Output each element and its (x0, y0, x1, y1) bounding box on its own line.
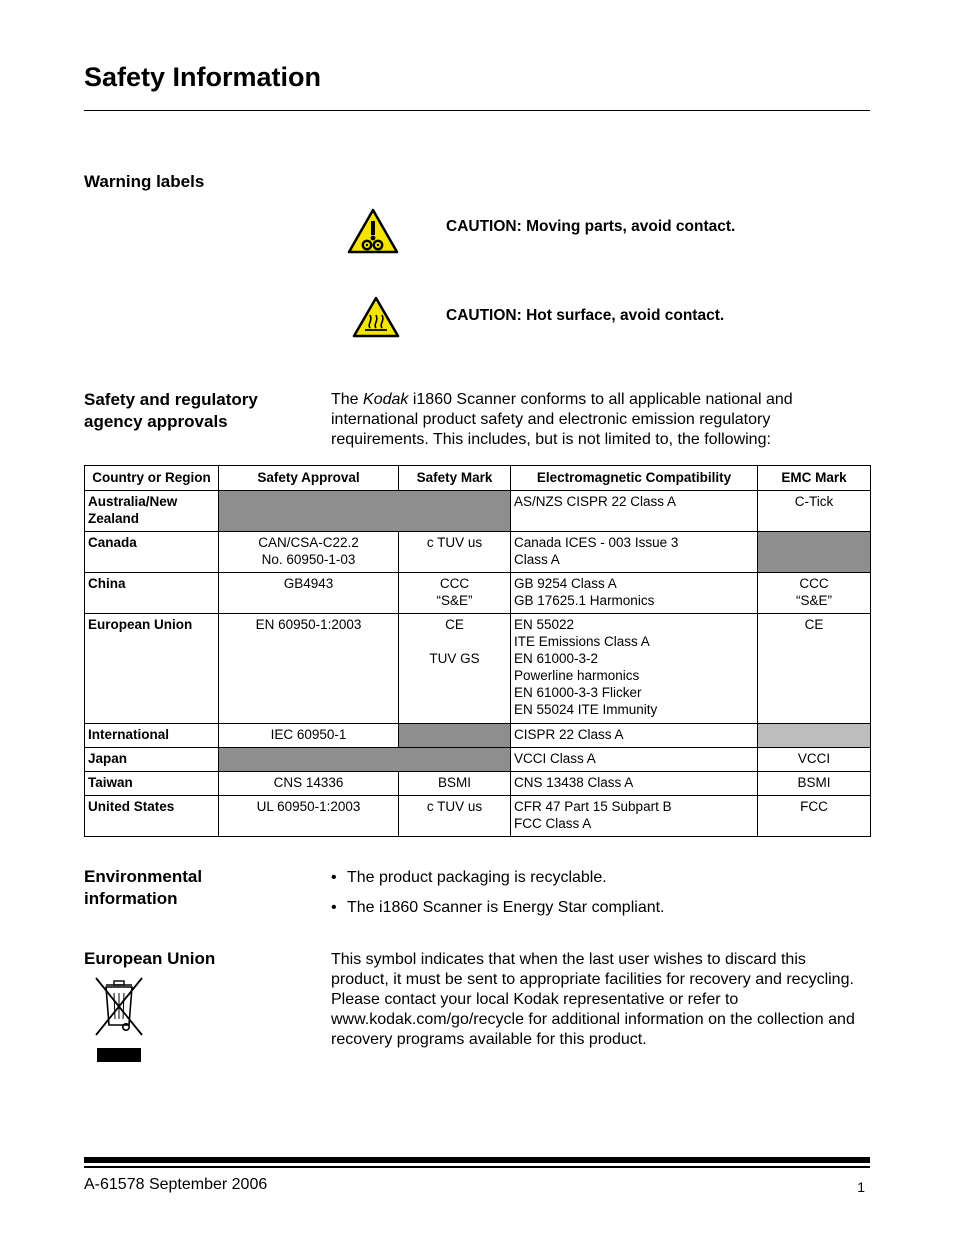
environmental-heading-line1: Environmental (84, 867, 203, 886)
hot-surface-warning-icon (352, 296, 400, 338)
emc-cell (511, 573, 758, 614)
emc-mark-cell: CE (758, 614, 871, 724)
emc-mark-cell: VCCI (758, 748, 871, 772)
not-applicable-cell (219, 491, 511, 532)
emc-line: EN 61000-3-2 (514, 651, 599, 666)
safety-mark-line: TUV GS (429, 651, 480, 666)
col-header-emc: Electromagnetic Compatibility (511, 466, 758, 491)
table-header-row (85, 466, 871, 491)
title-rule (84, 110, 870, 111)
table-row (85, 796, 871, 837)
not-applicable-cell (758, 724, 871, 748)
emc-line: GB 9254 Class A (514, 576, 617, 591)
footer-rule-thin (84, 1166, 870, 1168)
emc-line: ITE Emissions Class A (514, 634, 650, 649)
emc-mark-line: CCC (799, 576, 829, 591)
emc-line: Powerline harmonics (514, 668, 640, 683)
emc-mark-cell (758, 573, 871, 614)
list-item (331, 868, 851, 888)
safety-mark-cell (399, 614, 511, 724)
crossed-out-wheelie-bin-icon (92, 975, 144, 1065)
bullet-icon: • (331, 899, 337, 916)
region-cell: Japan (85, 748, 219, 772)
safety-mark-line: “S&E” (436, 593, 473, 608)
emc-mark-line: “S&E” (795, 593, 832, 608)
emc-mark-cell: BSMI (758, 772, 871, 796)
not-applicable-cell (219, 748, 511, 772)
footer-rule (84, 1157, 870, 1163)
region-cell: Australia/New Zealand (85, 491, 219, 532)
bullet-icon: • (331, 869, 337, 886)
emc-line: EN 55022 (514, 617, 575, 632)
safety-mark-line: CE (445, 617, 464, 632)
region-cell: International (85, 724, 219, 748)
safety-approval-cell: GB4943 (219, 573, 399, 614)
moving-parts-warning-icon (347, 208, 399, 254)
table-row (85, 724, 871, 748)
safety-mark-cell: c TUV us (399, 796, 511, 837)
emc-mark-cell: FCC (758, 796, 871, 837)
environmental-heading-line2: information (84, 889, 178, 908)
table-row (85, 772, 871, 796)
safety-mark-cell (399, 573, 511, 614)
safety-mark-line: CCC (439, 576, 470, 591)
european-union-heading: European Union (84, 949, 216, 968)
approvals-heading-line2: agency approvals (84, 412, 228, 431)
emc-mark-cell: C-Tick (758, 491, 871, 532)
emc-line: EN 55024 ITE Immunity (514, 702, 658, 717)
region-cell: Canada (85, 532, 219, 573)
intro-brand-kodak: Kodak (363, 391, 409, 408)
table-row (85, 748, 871, 772)
safety-approval-cell: IEC 60950-1 (219, 724, 399, 748)
emc-line: Class A (514, 552, 560, 567)
region-cell: China (85, 573, 219, 614)
approvals-intro (331, 390, 851, 450)
col-header-emc-mark: EMC Mark (758, 466, 871, 491)
safety-mark-cell: BSMI (399, 772, 511, 796)
approvals-heading (84, 389, 258, 433)
region-cell: European Union (85, 614, 219, 724)
emc-line: CFR 47 Part 15 Subpart B (514, 799, 672, 814)
emc-cell: AS/NZS CISPR 22 Class A (511, 491, 758, 532)
col-header-safety-approval: Safety Approval (219, 466, 399, 491)
table-row (85, 491, 871, 532)
safety-approval-cell: UL 60950-1:2003 (219, 796, 399, 837)
col-header-region: Country or Region (85, 466, 219, 491)
emc-cell (511, 614, 758, 724)
emc-cell (511, 796, 758, 837)
list-item-text: The i1860 Scanner is Energy Star compliant. (347, 899, 665, 916)
emc-line: Canada ICES - 003 Issue 3 (514, 535, 679, 550)
safety-approval-line: No. 60950-1-03 (261, 552, 356, 567)
safety-mark-cell: c TUV us (399, 532, 511, 573)
emc-cell: VCCI Class A (511, 748, 758, 772)
intro-after-brand: i1860 Scanner conforms to all applicable national and international product safety and electronic emission regulatory requirements. This includes, but is not limited to, the following: (331, 391, 793, 448)
emc-cell: CISPR 22 Class A (511, 724, 758, 748)
list-item-text: The product packaging is recyclable. (347, 869, 607, 886)
footer-document-id: A-61578 September 2006 (84, 1176, 268, 1193)
safety-approval-cell: EN 60950-1:2003 (219, 614, 399, 724)
page-title: Safety Information (84, 62, 322, 92)
environmental-heading (84, 866, 202, 910)
not-applicable-cell (399, 724, 511, 748)
approvals-heading-line1: Safety and regulatory (84, 390, 258, 409)
emc-cell (511, 532, 758, 573)
emc-line: GB 17625.1 Harmonics (514, 593, 655, 608)
weee-text: This symbol indicates that when the last user wishes to discard this product, it must be sent to appropriate facilities for recovery and recycling. Please contact your local Kodak representative or refer to www.kodak.com/go/recycle for additional information on the collection and recovery programs available for this product. (331, 951, 855, 1048)
not-applicable-cell (758, 532, 871, 573)
caution-moving-parts: CAUTION: Moving parts, avoid contact. (446, 218, 736, 235)
emc-cell: CNS 13438 Class A (511, 772, 758, 796)
list-item (331, 898, 851, 918)
region-cell: Taiwan (85, 772, 219, 796)
emc-line: EN 61000-3-3 Flicker (514, 685, 642, 700)
footer-page-number: 1 (857, 1179, 865, 1195)
approvals-table (84, 465, 871, 837)
warning-labels-heading: Warning labels (84, 172, 205, 191)
emc-line: FCC Class A (514, 816, 592, 831)
safety-approval-cell: CNS 14336 (219, 772, 399, 796)
intro-before-brand: The (331, 391, 364, 408)
environmental-list (331, 868, 851, 928)
col-header-safety-mark: Safety Mark (399, 466, 511, 491)
safety-approval-line: CAN/CSA-C22.2 (258, 535, 359, 550)
safety-approval-cell (219, 532, 399, 573)
region-cell: United States (85, 796, 219, 837)
caution-hot-surface: CAUTION: Hot surface, avoid contact. (446, 307, 725, 324)
table-row (85, 532, 871, 573)
table-row (85, 573, 871, 614)
table-row (85, 614, 871, 724)
